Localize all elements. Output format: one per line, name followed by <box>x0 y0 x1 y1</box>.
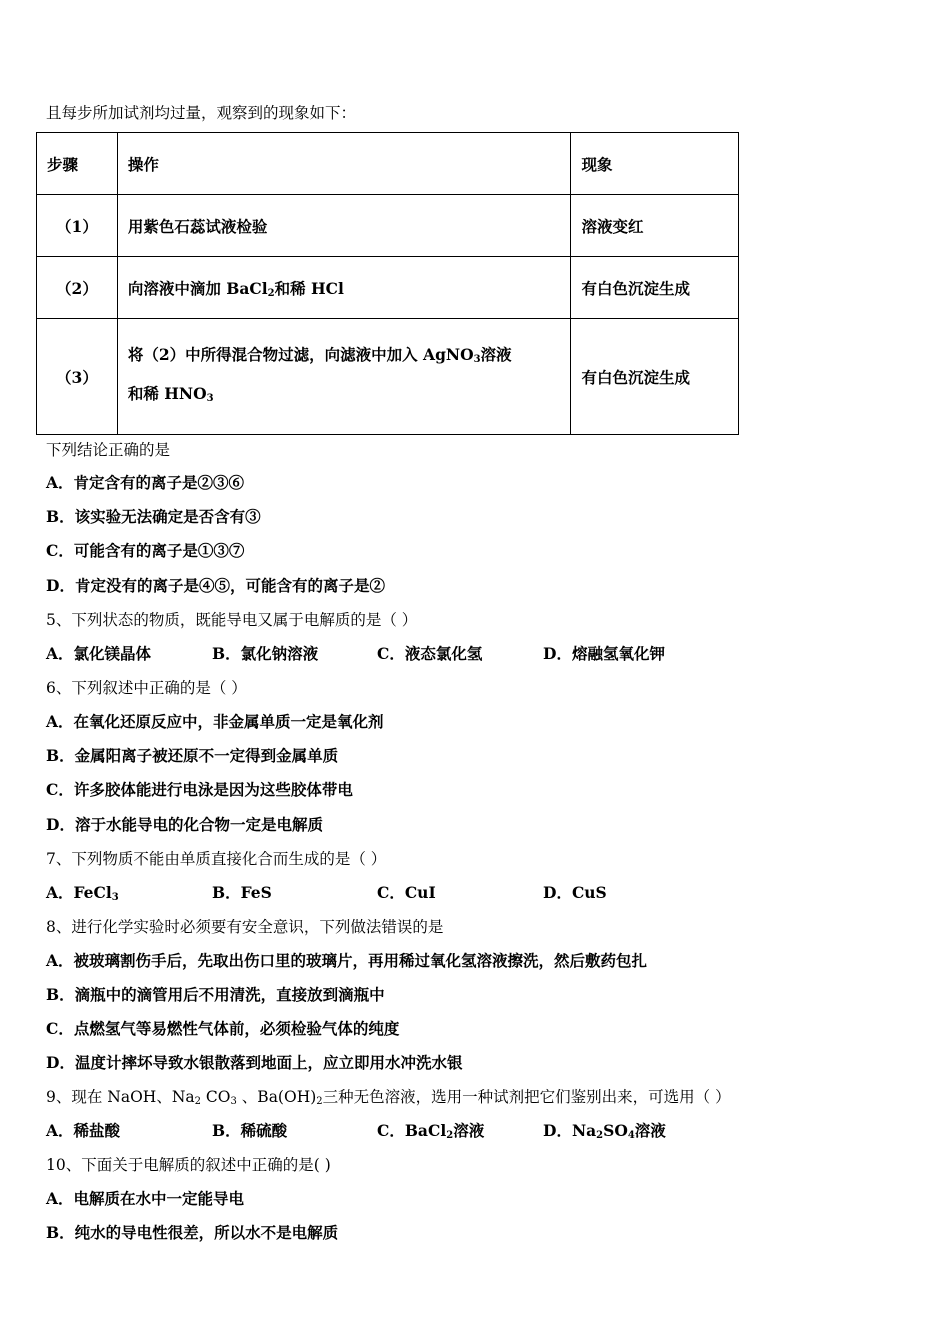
q4-option-a: A．肯定含有的离子是②③⑥ <box>46 473 245 492</box>
header-phenomenon: 现象 <box>571 133 739 195</box>
row3-result: 有白色沉淀生成 <box>571 319 739 435</box>
row3-op-text: 将（2）中所得混合物过滤，向滤液中加入 AgNO <box>127 344 474 364</box>
q6-option-c: C．许多胶体能进行电泳是因为这些胶体带电 <box>46 780 353 799</box>
q6-option-a: A．在氧化还原反应中，非金属单质一定是氧化剂 <box>46 712 384 731</box>
q4-option-d: D．肯定没有的离子是④⑤，可能含有的离子是② <box>46 576 385 595</box>
q5-option-a: A．氯化镁晶体 <box>46 644 152 663</box>
row3-op-line2: 和稀 HNO <box>127 383 207 403</box>
q9-option-d-mid: SO <box>603 1121 628 1140</box>
q7-option-a-sub: 3 <box>111 892 119 903</box>
q9-option-d-sub2: 4 <box>627 1130 635 1141</box>
row3-op-line2-sub: 3 <box>206 392 214 404</box>
row1-result: 溶液变红 <box>571 195 739 257</box>
q9-option-d-text: D．Na <box>543 1121 597 1140</box>
q9-option-d-post: 溶液 <box>634 1121 666 1140</box>
table-row <box>37 319 739 435</box>
q9-option-d-sub1: 2 <box>596 1130 604 1141</box>
q9-option-a: A．稀盐酸 <box>46 1121 121 1140</box>
row2-operation <box>117 257 571 319</box>
q9-option-c <box>377 1121 484 1146</box>
intro-text: 且每步所加试剂均过量，观察到的现象如下： <box>46 104 357 122</box>
row1-operation: 用紫色石蕊试液检验 <box>117 195 571 257</box>
q10-option-b: B．纯水的导电性很差，所以水不是电解质 <box>46 1223 339 1242</box>
q5-option-c: C．液态氯化氢 <box>377 644 483 663</box>
row3-operation <box>117 319 571 435</box>
q10-stem: 10、下面关于电解质的叙述中正确的是( ) <box>46 1156 331 1174</box>
header-step: 步骤 <box>37 133 118 195</box>
row1-step: （1） <box>37 195 118 257</box>
q9-stem-sub1: 2 <box>194 1096 201 1107</box>
q7-option-d: D．CuS <box>543 883 607 902</box>
q7-option-a <box>46 883 119 908</box>
q6-option-d: D．溶于水能导电的化合物一定是电解质 <box>46 815 323 834</box>
q8-option-d: D．温度计摔坏导致水银散落到地面上，应立即用水冲洗水银 <box>46 1053 463 1072</box>
q4-stem: 下列结论正确的是 <box>46 441 171 459</box>
row3-op-sub: 3 <box>473 353 481 365</box>
q8-option-c: C．点燃氢气等易燃性气体前，必须检验气体的纯度 <box>46 1019 400 1038</box>
q9-stem <box>46 1087 731 1112</box>
q9-stem-sub3: 2 <box>316 1096 323 1107</box>
q9-option-d <box>543 1121 666 1146</box>
q8-option-a: A．被玻璃割伤手后，先取出伤口里的玻璃片，再用稀过氧化氢溶液擦洗，然后敷药包扎 <box>46 951 648 970</box>
q8-option-b: B．滴瓶中的滴管用后不用清洗，直接放到滴瓶中 <box>46 985 385 1004</box>
header-operation: 操作 <box>117 133 571 195</box>
q9-stem-b: CO <box>201 1088 231 1106</box>
q10-option-a: A．电解质在水中一定能导电 <box>46 1189 245 1208</box>
q4-option-b: B．该实验无法确定是否含有③ <box>46 507 261 526</box>
row3-op-text-b: 溶液 <box>480 344 512 364</box>
q9-stem-a: 9、现在 NaOH、Na <box>46 1088 195 1106</box>
q7-option-a-text: A．FeCl <box>46 883 112 902</box>
q9-stem-d: 三种无色溶液，选用一种试剂把它们鉴别出来，可选用（ ） <box>322 1088 731 1106</box>
row3-step: （3） <box>37 319 118 435</box>
q9-stem-sub2: 3 <box>230 1096 237 1107</box>
row2-op-text: 向溶液中滴加 BaCl <box>127 278 268 298</box>
q6-option-b: B．金属阳离子被还原不一定得到金属单质 <box>46 746 339 765</box>
row2-step: （2） <box>37 257 118 319</box>
experiment-table <box>36 132 739 435</box>
q9-option-c-sub: 2 <box>446 1130 454 1141</box>
row2-op-text-b: 和稀 HCl <box>274 278 344 298</box>
row2-result: 有白色沉淀生成 <box>571 257 739 319</box>
q7-option-b: B．FeS <box>212 883 272 902</box>
table-row <box>37 195 739 257</box>
q6-stem: 6、下列叙述中正确的是（ ） <box>46 679 247 697</box>
table-row <box>37 257 739 319</box>
row2-op-sub: 2 <box>267 287 275 299</box>
q9-option-b: B．稀硫酸 <box>212 1121 288 1140</box>
q8-stem: 8、进行化学实验时必须要有安全意识，下列做法错误的是 <box>46 918 444 936</box>
q7-option-c: C．CuI <box>377 883 436 902</box>
q5-option-d: D．熔融氢氧化钾 <box>543 644 665 663</box>
q9-option-c-post: 溶液 <box>453 1121 485 1140</box>
table-header-row <box>37 133 739 195</box>
q9-stem-c: 、Ba(OH) <box>236 1088 317 1106</box>
q4-option-c: C．可能含有的离子是①③⑦ <box>46 541 245 560</box>
q9-option-c-text: C．BaCl <box>377 1121 447 1140</box>
q7-stem: 7、下列物质不能由单质直接化合而生成的是（ ） <box>46 850 387 868</box>
q5-stem: 5、下列状态的物质，既能导电又属于电解质的是（ ） <box>46 611 418 629</box>
q5-option-b: B．氯化钠溶液 <box>212 644 319 663</box>
